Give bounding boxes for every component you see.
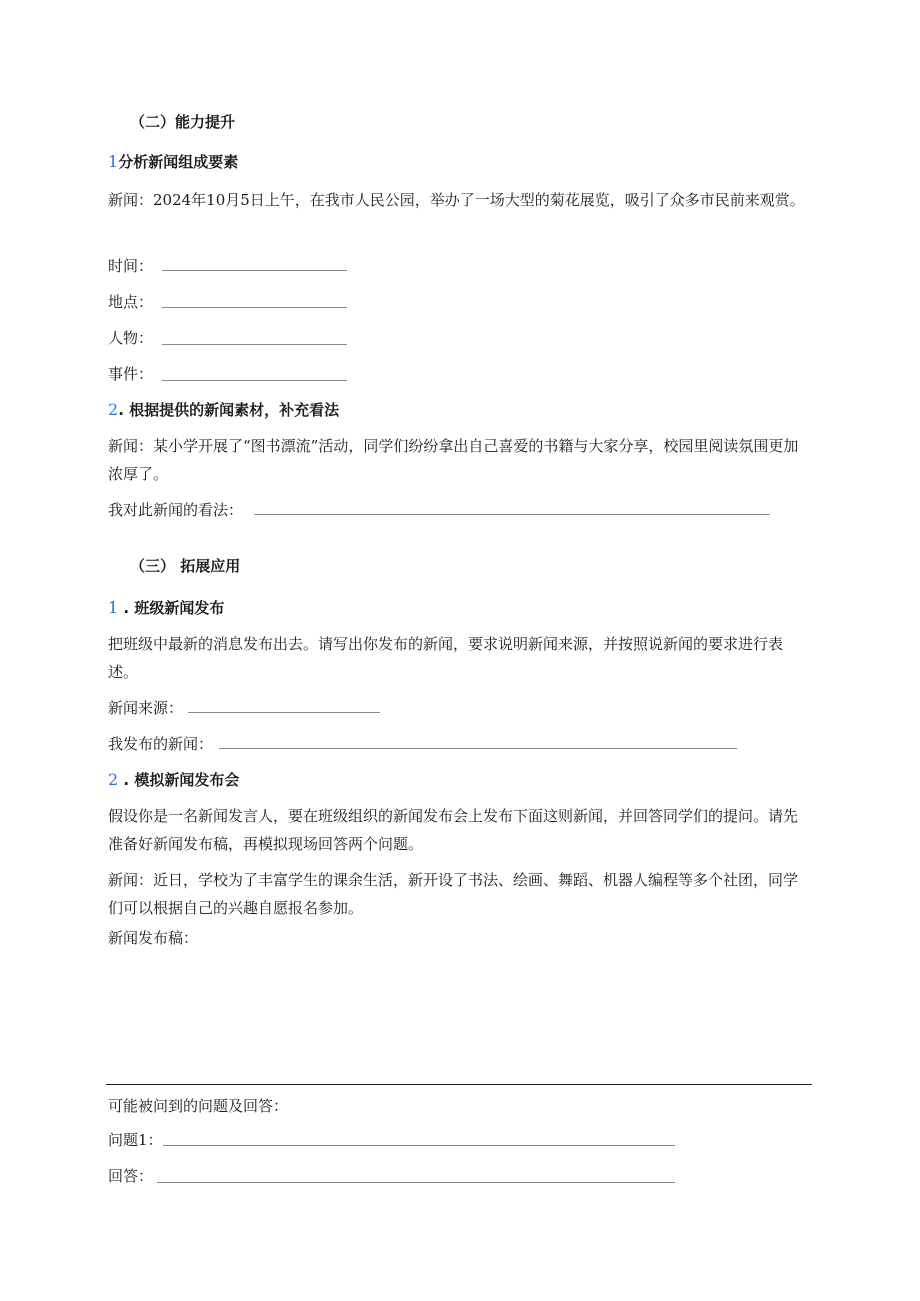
q1-field-place-blank[interactable] (162, 307, 347, 308)
q4-answer-blank[interactable] (157, 1182, 675, 1183)
q4-qa-label: 可能被问到的问题及回答： (108, 1097, 289, 1115)
q1-number: 1 (108, 152, 119, 171)
q1-field-people-label: 人物： (108, 329, 154, 347)
q2-opinion-label: 我对此新闻的看法： (108, 501, 244, 519)
q3-title: . 班级新闻发布 (118, 599, 225, 617)
q4-question-label: 问题1： (108, 1131, 163, 1149)
q1-heading (108, 148, 238, 176)
q2-news-text: 新闻：某小学开展了“图书漂流”活动，同学们纷纷拿出自己喜爱的书籍与大家分享，校园里阅读氛围更加浓厚了。 (108, 437, 799, 483)
q4-question-blank[interactable] (163, 1145, 675, 1146)
q2-number: 2 (108, 400, 119, 419)
q4-heading (108, 766, 239, 794)
q3-heading (108, 594, 224, 622)
section-title-ability: （二）能力提升 (130, 113, 236, 131)
q2-title: . 根据提供的新闻素材，补充看法 (118, 401, 340, 419)
q4-answer-label: 回答： (108, 1167, 154, 1185)
q4-instruction: 假设你是一名新闻发言人，要在班级组织的新闻发布会上发布下面这则新闻，并回答同学们的提问。请先准备好新闻发布稿，再模拟现场回答两个问题。 (108, 807, 799, 853)
q1-field-time-blank[interactable] (162, 270, 347, 271)
q4-draft-area[interactable] (108, 956, 812, 1082)
q1-field-people-blank[interactable] (162, 344, 347, 345)
q3-source-blank[interactable] (188, 712, 380, 713)
q1-field-event-blank[interactable] (162, 380, 347, 381)
q3-instruction: 把班级中最新的消息发布出去。请写出你发布的新闻，要求说明新闻来源，并按照说新闻的要求进行表述。 (108, 635, 784, 681)
q2-opinion-blank[interactable] (254, 514, 770, 515)
q3-mynews-blank[interactable] (219, 748, 737, 749)
draft-divider-line (106, 1084, 812, 1085)
q1-field-event-label: 事件： (108, 365, 154, 383)
q1-news-text: 新闻：2024年10月5日上午，在我市人民公园，举办了一场大型的菊花展览，吸引了众多市民前来观赏。 (108, 191, 805, 209)
section-title-application: （三） 拓展应用 (130, 557, 241, 575)
q1-field-time-label: 时间： (108, 257, 154, 275)
q1-title: 分析新闻组成要素 (118, 153, 239, 171)
q4-news-text: 新闻：近日，学校为了丰富学生的课余生活，新开设了书法、绘画、舞蹈、机器人编程等多个社团，同学们可以根据自己的兴趣自愿报名参加。 (108, 871, 799, 917)
q4-title: . 模拟新闻发布会 (118, 771, 240, 789)
q3-number: 1 (108, 598, 119, 617)
q2-heading (108, 396, 339, 424)
q4-number: 2 (108, 770, 119, 789)
q3-mynews-label: 我发布的新闻： (108, 735, 214, 753)
q4-draft-label: 新闻发布稿： (108, 929, 199, 947)
q3-source-label: 新闻来源： (108, 699, 184, 717)
q1-field-place-label: 地点： (108, 293, 154, 311)
